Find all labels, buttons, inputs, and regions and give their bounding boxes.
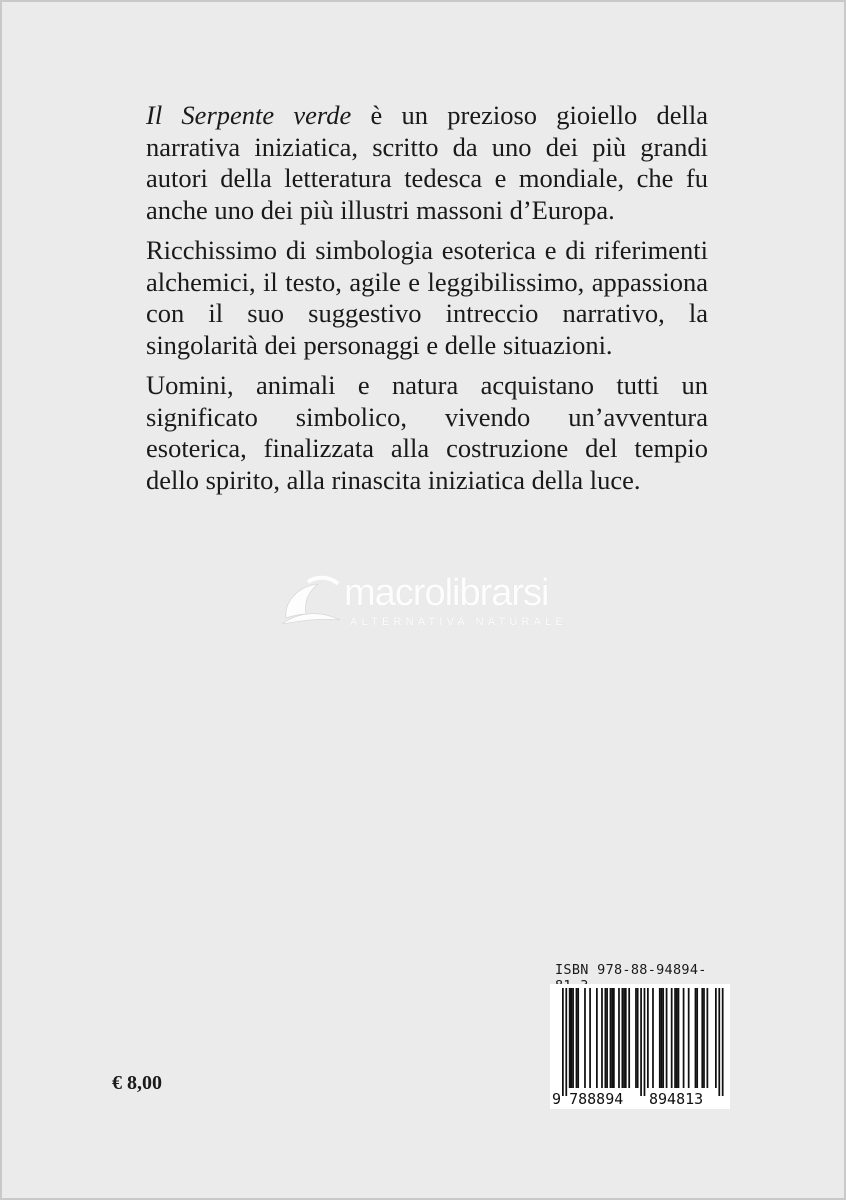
barcode-bar <box>703 988 705 1088</box>
barcode-bar <box>569 988 571 1088</box>
barcode-bar <box>674 988 676 1088</box>
leaf-swirl-icon <box>278 574 350 634</box>
barcode-bar <box>701 988 703 1088</box>
barcode-bar <box>695 988 697 1088</box>
barcode-bar <box>610 988 612 1088</box>
barcode-bar <box>584 988 586 1088</box>
barcode-bar <box>562 988 564 1096</box>
barcode-bar <box>640 988 642 1096</box>
barcode-bar <box>715 988 717 1088</box>
barcode-bar <box>601 988 603 1088</box>
barcode-bar <box>565 988 567 1096</box>
barcode-bar <box>666 988 668 1088</box>
blurb-paragraph-1 <box>146 100 708 226</box>
watermark-name: macrolibrarsi <box>344 572 549 614</box>
barcode-bar <box>696 988 698 1088</box>
barcode-bar <box>671 988 673 1088</box>
barcode-bar <box>577 988 579 1088</box>
book-title: Il Serpente verde <box>146 100 352 130</box>
barcode-bar <box>605 988 607 1088</box>
barcode-bar <box>618 988 620 1088</box>
barcode-bar <box>683 988 685 1088</box>
barcode-digits: 9 <box>552 1090 562 1108</box>
barcode-bar <box>678 988 680 1088</box>
barcode-bar <box>647 988 649 1088</box>
barcode-bar <box>707 988 709 1088</box>
barcode-bar <box>571 988 573 1088</box>
barcode-digits: 788894 <box>569 1090 624 1108</box>
barcode-bar <box>613 988 615 1088</box>
barcode-bar <box>635 988 637 1088</box>
barcode-bar <box>652 988 654 1088</box>
barcode-bar <box>622 988 624 1088</box>
barcode-bar <box>572 988 574 1088</box>
barcode-bar <box>662 988 664 1088</box>
barcode-bar <box>589 988 591 1088</box>
barcode-bar <box>722 988 724 1096</box>
barcode-bar <box>637 988 639 1088</box>
blurb-paragraph-3: Uomini, animali e natura acquistano tutti un significato simbolico, vivendo un’avventura esoterica, finalizzata alla costruzione del tempio dello spirito, alla rinascita iniziatica della luce. <box>146 370 708 495</box>
barcode-bar <box>644 988 646 1096</box>
barcode-bar <box>628 988 630 1088</box>
barcode-graphic <box>550 984 730 1109</box>
barcode <box>550 984 730 1109</box>
watermark-tagline: ALTERNATIVA NATURALE <box>350 616 568 628</box>
barcode-bar <box>688 988 690 1088</box>
barcode-bar <box>718 988 720 1096</box>
watermark-logo <box>278 570 598 640</box>
blurb-paragraph-1-text: è un prezioso gioiello della narrativa iniziatica, scritto da uno dei più grandi autori della letteratura tedesca e mondiale, che fu anche uno dei più illustri massoni d’Europa. <box>146 100 709 225</box>
barcode-bar <box>576 988 578 1088</box>
blurb-paragraph-2: Ricchissimo di simbologia esoterica e di riferimenti alchemici, il testo, agile e leggibilissimo, appassiona con il suo suggestivo intreccio narrativo, la singolarità dei personaggi e delle situazioni. <box>146 235 708 360</box>
barcode-bar <box>661 988 663 1088</box>
barcode-bar <box>676 988 678 1088</box>
barcode-bar <box>659 988 661 1088</box>
isbn-label: ISBN 978-88-94894- <box>555 962 707 978</box>
barcode-digits: 894813 <box>649 1090 704 1108</box>
price: € 8,00 <box>112 1072 162 1094</box>
barcode-bar <box>611 988 613 1088</box>
barcode-bar <box>625 988 627 1088</box>
barcode-bar <box>623 988 625 1088</box>
barcode-bar <box>606 988 608 1088</box>
barcode-bar <box>596 988 598 1088</box>
blurb-text <box>146 100 708 505</box>
